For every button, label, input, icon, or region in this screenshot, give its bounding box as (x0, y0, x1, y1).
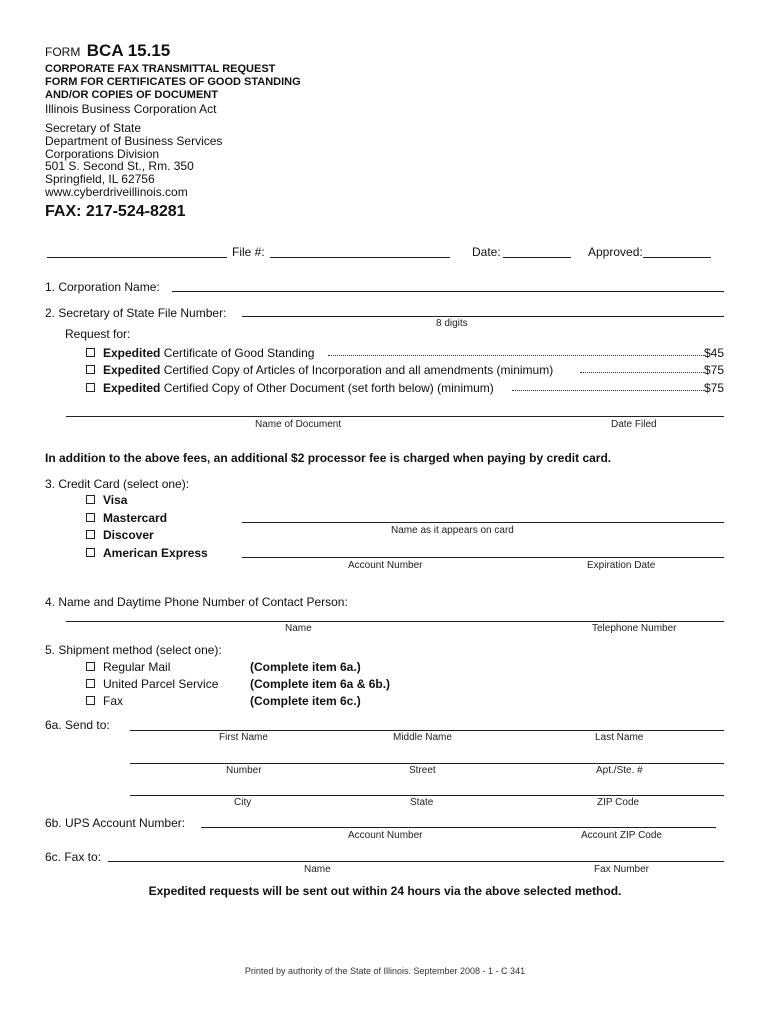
dot-leader (328, 355, 704, 356)
middle-name-label: Middle Name (393, 732, 452, 743)
expiration-date-label: Expiration Date (587, 560, 656, 571)
card-option-visa[interactable]: Visa (86, 493, 127, 507)
state-label: State (410, 797, 434, 808)
fax-number-label: Fax Number (594, 864, 650, 875)
file-label: File #: (232, 245, 265, 259)
fax-name-label: Name (304, 864, 331, 875)
act-name: Illinois Business Corporation Act (45, 102, 217, 116)
checkbox[interactable] (86, 513, 95, 522)
send-to-name-field[interactable] (130, 730, 724, 731)
address-line: 501 S. Second St., Rm. 350 (45, 159, 194, 173)
blank-field[interactable] (47, 257, 227, 258)
form-title-line-3: AND/OR COPIES OF DOCUMENT (45, 89, 218, 101)
card-number-field[interactable] (242, 557, 724, 558)
form-code: BCA 15.15 (86, 41, 171, 60)
price: $75 (704, 381, 725, 395)
number-label: Number (226, 765, 262, 776)
ups-account-number-label: Account Number (348, 830, 423, 841)
document-name-label: Name of Document (255, 419, 342, 430)
file-field[interactable] (270, 257, 450, 258)
address-line: Secretary of State (45, 121, 142, 135)
shipment-note: (Complete item 6a.) (250, 660, 361, 674)
request-good-standing[interactable]: Expedited Certificate of Good Standing (86, 346, 314, 360)
document-date-label: Date Filed (611, 419, 657, 430)
website-link[interactable]: www.cyberdriveillinois.com (45, 185, 188, 199)
apt-label: Apt./Ste. # (596, 765, 643, 776)
address-line: Corporations Division (45, 147, 160, 161)
footer-text: Printed by authority of the State of Illinois. September 2008 - 1 - C 341 (244, 966, 526, 976)
send-to-city-field[interactable] (130, 795, 724, 796)
contact-name-label: Name (285, 623, 312, 634)
send-to-label: 6a. Send to: (45, 718, 110, 732)
checkbox[interactable] (86, 365, 95, 374)
checkbox[interactable] (86, 530, 95, 539)
dot-leader (580, 372, 704, 373)
price: $75 (704, 363, 725, 377)
ups-account-label: 6b. UPS Account Number: (45, 816, 186, 830)
expedited-note: Expedited requests will be sent out within 24 hours via the above selected method. (148, 884, 622, 898)
file-number-hint: 8 digits (436, 318, 468, 329)
shipment-ups[interactable]: United Parcel Service (86, 677, 218, 691)
approved-field[interactable] (643, 257, 711, 258)
contact-person-label: 4. Name and Daytime Phone Number of Contact Person: (45, 595, 348, 609)
checkbox[interactable] (86, 696, 95, 705)
address-line: Springfield, IL 62756 (45, 172, 155, 186)
file-number-field[interactable] (242, 316, 724, 317)
form-label: FORM (45, 45, 81, 59)
form-title-line-2: FORM FOR CERTIFICATES OF GOOD STANDING (45, 76, 301, 88)
shipment-regular-mail[interactable]: Regular Mail (86, 660, 170, 674)
approved-label: Approved: (588, 245, 643, 259)
credit-card-fee-note: In addition to the above fees, an additional $2 processor fee is charged when paying by credit card. (45, 451, 612, 465)
ups-account-field[interactable] (201, 827, 716, 828)
shipment-note: (Complete item 6a & 6b.) (250, 677, 391, 691)
fax-number: FAX: 217-524-8281 (45, 203, 186, 220)
send-to-street-field[interactable] (130, 763, 724, 764)
shipment-note: (Complete item 6c.) (250, 694, 361, 708)
checkbox[interactable] (86, 383, 95, 392)
credit-card-label: 3. Credit Card (select one): (45, 477, 190, 491)
zip-label: ZIP Code (597, 797, 640, 808)
card-option-mastercard[interactable]: Mastercard (86, 511, 167, 525)
name-on-card-label: Name as it appears on card (391, 525, 514, 536)
card-option-discover[interactable]: Discover (86, 528, 154, 542)
checkbox[interactable] (86, 348, 95, 357)
document-field[interactable] (66, 416, 724, 417)
fax-to-field[interactable] (108, 861, 724, 862)
request-articles-copy[interactable]: Expedited Certified Copy of Articles of Incorporation and all amendments (minimum) (86, 363, 553, 377)
checkbox[interactable] (86, 679, 95, 688)
corporation-name-label: 1. Corporation Name: (45, 280, 160, 294)
address-line: Department of Business Services (45, 134, 223, 148)
contact-phone-label: Telephone Number (592, 623, 677, 634)
file-number-label: 2. Secretary of State File Number: (45, 306, 227, 320)
city-label: City (234, 797, 252, 808)
request-for-label: Request for: (65, 327, 131, 341)
form-title-line-1: CORPORATE FAX TRANSMITTAL REQUEST (45, 63, 276, 75)
name-on-card-field[interactable] (242, 522, 724, 523)
ups-zip-label: Account ZIP Code (581, 830, 662, 841)
checkbox[interactable] (86, 495, 95, 504)
contact-field[interactable] (66, 621, 724, 622)
price: $45 (704, 346, 725, 360)
request-other-document[interactable]: Expedited Certified Copy of Other Document (set forth below) (minimum) (86, 381, 494, 395)
shipment-fax[interactable]: Fax (86, 694, 123, 708)
street-label: Street (409, 765, 436, 776)
date-label: Date: (472, 245, 501, 259)
form-number (45, 41, 170, 61)
shipment-method-label: 5. Shipment method (select one): (45, 643, 222, 657)
card-option-amex[interactable]: American Express (86, 546, 208, 560)
corporation-name-field[interactable] (172, 291, 724, 292)
last-name-label: Last Name (595, 732, 644, 743)
first-name-label: First Name (219, 732, 268, 743)
account-number-label: Account Number (348, 560, 423, 571)
date-field[interactable] (503, 257, 571, 258)
dot-leader (512, 390, 704, 391)
checkbox[interactable] (86, 548, 95, 557)
fax-to-label: 6c. Fax to: (45, 850, 102, 864)
checkbox[interactable] (86, 662, 95, 671)
